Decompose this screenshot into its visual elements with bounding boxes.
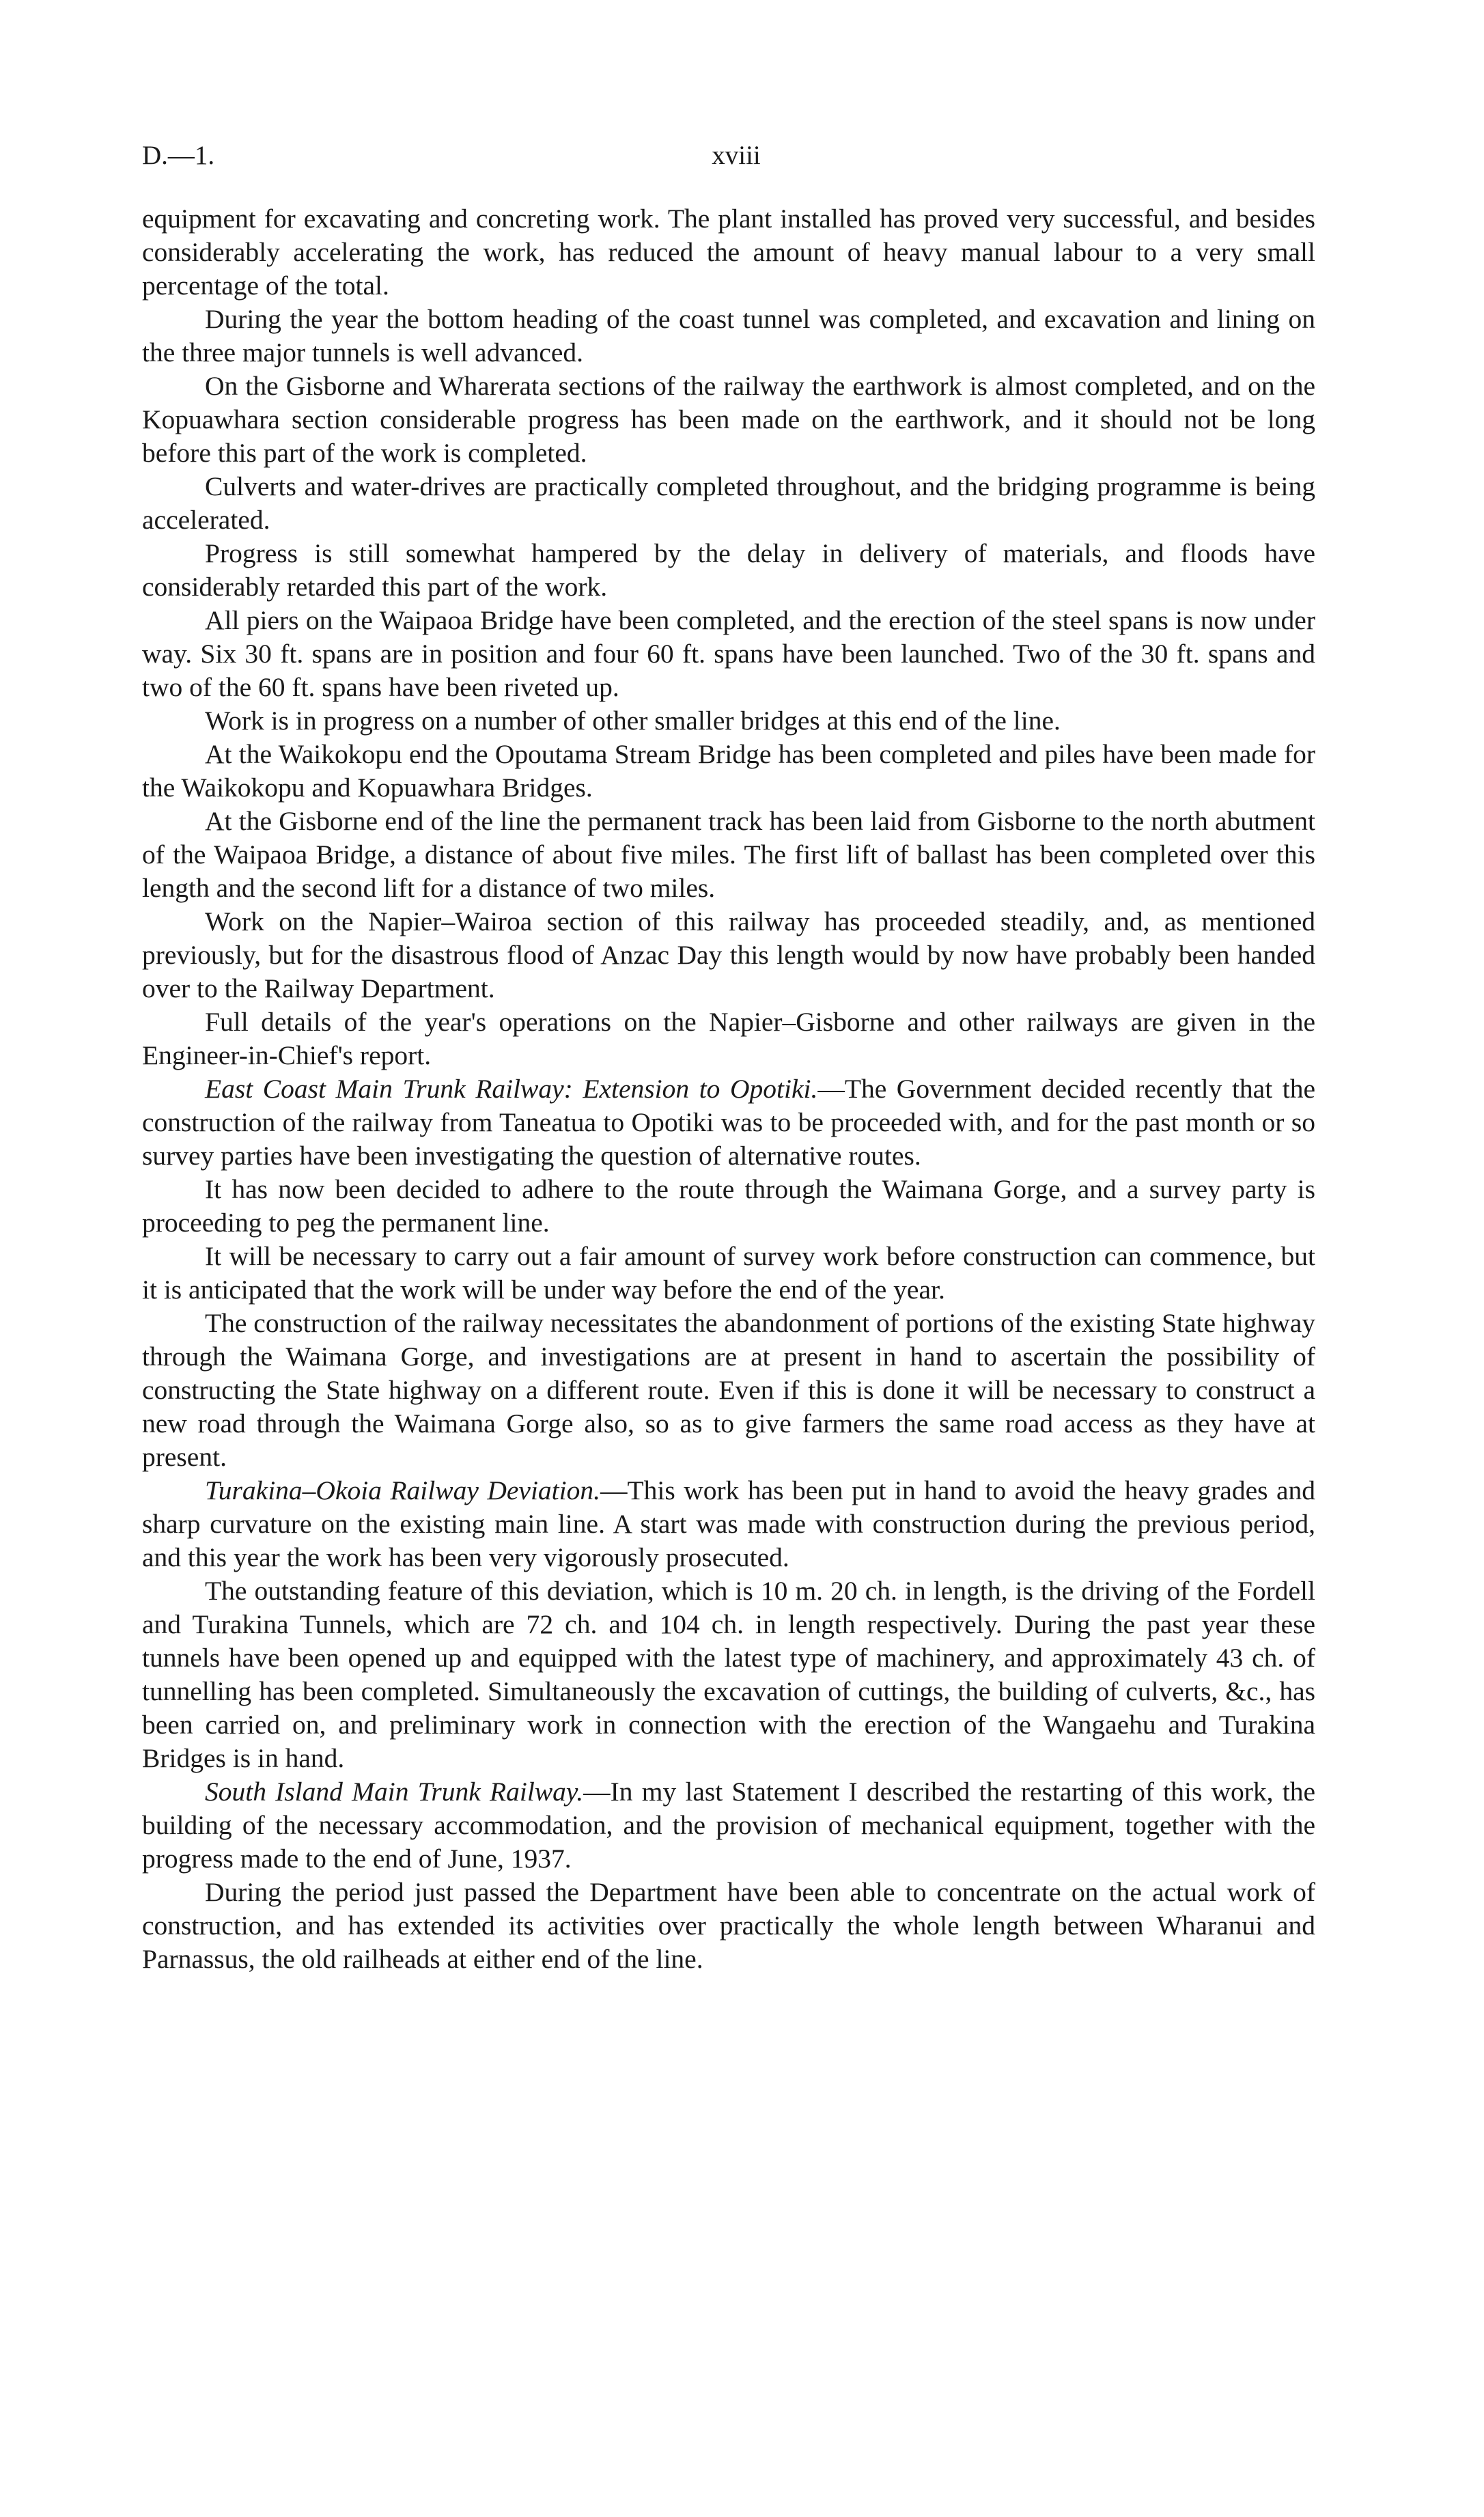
- paragraph-text: Culverts and water-drives are practically completed throughout, and the bridging programme is being accelerated.: [142, 471, 1315, 535]
- section-paragraph: [142, 1072, 1315, 1173]
- paragraph-text: At the Waikokopu end the Opoutama Stream Bridge has been completed and piles have been made for the Waikokopu and Kopuawhara Bridges.: [142, 739, 1315, 803]
- paragraph-text: Progress is still somewhat hampered by the delay in delivery of materials, and floods have considerably retarded this part of the work.: [142, 538, 1315, 602]
- paragraph-text: equipment for excavating and concreting work. The plant installed has proved very successful, and besides considerably accelerating the work, has reduced the amount of heavy manual labour to a very small percentage of the total.: [142, 204, 1315, 301]
- paragraph: [142, 905, 1315, 1005]
- paragraph: [142, 1307, 1315, 1474]
- paragraph: [142, 370, 1315, 470]
- page-number: xviii: [712, 141, 761, 170]
- paragraph-text: At the Gisborne end of the line the permanent track has been laid from Gisborne to the north abutment of the Waipaoa Bridge, a distance of about five miles. The first lift of ballast has been completed over this length and the second lift for a distance of two miles.: [142, 806, 1315, 903]
- paragraph: [142, 537, 1315, 604]
- body-text: [142, 202, 1315, 1976]
- section-paragraph: [142, 1474, 1315, 1574]
- paragraph: [142, 202, 1315, 303]
- paragraph-text: It has now been decided to adhere to the route through the Waimana Gorge, and a survey party is proceeding to peg the permanent line.: [142, 1174, 1315, 1238]
- paragraph: [142, 1240, 1315, 1307]
- paragraph-text: On the Gisborne and Wharerata sections of the railway the earthwork is almost completed, and on the Kopuawhara section considerable progress has been made on the earthwork, and it should not be long before this part of the work is completed.: [142, 371, 1315, 468]
- paragraph-text: All piers on the Waipaoa Bridge have been completed, and the erection of the steel spans is now under way. Six 30 ft. spans are in position and four 60 ft. spans have been launched. Two of the 30 ft. spans and two of the 60 ft. spans have been riveted up.: [142, 605, 1315, 702]
- paragraph-text: Full details of the year's operations on the Napier–Gisborne and other railways are given in the Engineer-in-Chief's report.: [142, 1007, 1315, 1070]
- document-reference: D.—1.: [142, 141, 215, 170]
- section-heading: South Island Main Trunk Railway.: [205, 1777, 584, 1807]
- paragraph-text: —In my last Statement I described the restarting of this work, the building of the necessary accommodation, and the provision of mechanical equipment, together with the progress made to the end of June, 1937.: [142, 1777, 1315, 1874]
- paragraph: [142, 604, 1315, 704]
- paragraph: [142, 1574, 1315, 1775]
- paragraph: [142, 1005, 1315, 1072]
- paragraph-text: Work on the Napier–Wairoa section of this railway has proceeded steadily, and, as mentioned previously, but for the disastrous flood of Anzac Day this length would by now have probably been handed over to the Railway Department.: [142, 906, 1315, 1003]
- section-heading: Turakina–Okoia Railway Deviation.: [205, 1475, 600, 1505]
- paragraph: [142, 470, 1315, 537]
- paragraph-text: During the period just passed the Department have been able to concentrate on the actual work of construction, and has extended its activities over practically the whole length between Wharanui and Parnassus, the old railheads at either end of the line.: [142, 1877, 1315, 1974]
- paragraph: [142, 805, 1315, 905]
- paragraph-text: The outstanding feature of this deviation, which is 10 m. 20 ch. in length, is the driving of the Fordell and Turakina Tunnels, which are 72 ch. and 104 ch. in length respectively. During the past year these tunnels have been opened up and equipped with the latest type of machinery, and approximately 43 ch. of tunnelling has been completed. Simultaneously the excavation of cuttings, the building of culverts, &c., has been carried on, and preliminary work in connection with the erection of the Wangaehu and Turakina Bridges is in hand.: [142, 1576, 1315, 1773]
- paragraph-text: —This work has been put in hand to avoid the heavy grades and sharp curvature on the existing main line. A start was made with construction during the previous period, and this year the work has been very vigorously prosecuted.: [142, 1475, 1315, 1572]
- paragraph: [142, 704, 1315, 738]
- paragraph: [142, 1173, 1315, 1240]
- paragraph: [142, 738, 1315, 805]
- paragraph-text: Work is in progress on a number of other smaller bridges at this end of the line.: [205, 706, 1061, 736]
- section-heading: East Coast Main Trunk Railway: Extension to Opotiki.: [205, 1074, 818, 1104]
- running-head: [142, 135, 1330, 176]
- section-paragraph: [142, 1775, 1315, 1876]
- paragraph-text: During the year the bottom heading of the coast tunnel was completed, and excavation and lining on the three major tunnels is well advanced.: [142, 304, 1315, 367]
- paragraph-text: It will be necessary to carry out a fair amount of survey work before construction can commence, but it is anticipated that the work will be under way before the end of the year.: [142, 1241, 1315, 1305]
- paragraph-text: The construction of the railway necessitates the abandonment of portions of the existing State highway through the Waimana Gorge, and investigations are at present in hand to ascertain the possibility of constructing the State highway on a different route. Even if this is done it will be necessary to construct a new road through the Waimana Gorge also, so as to give farmers the same road access as they have at present.: [142, 1308, 1315, 1472]
- paragraph-text: —The Government decided recently that the construction of the railway from Taneatua to Opotiki was to be proceeded with, and for the past month or so survey parties have been investigating the question of alternative routes.: [142, 1074, 1315, 1171]
- paragraph: [142, 1876, 1315, 1976]
- paragraph: [142, 303, 1315, 370]
